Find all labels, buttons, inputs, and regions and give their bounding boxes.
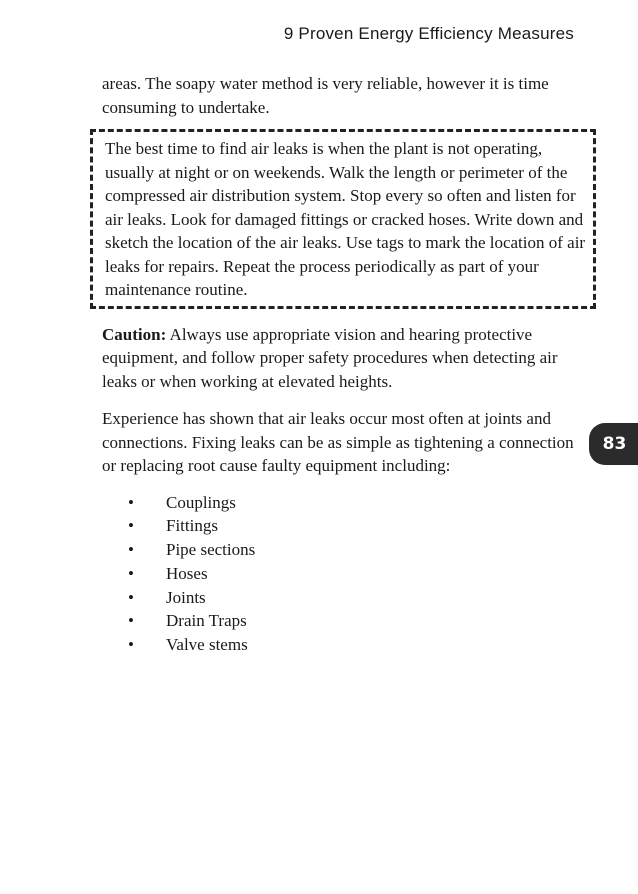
caution-paragraph bbox=[102, 323, 580, 394]
list-item bbox=[102, 562, 580, 586]
list-item-label: Valve stems bbox=[166, 635, 248, 655]
tip-box-text: The best time to find air leaks is when the plant is not operating, usually at night or on weekends. Walk the length or perimeter of the compressed air distribution system. Stop every so often and listen for air leaks. Look for damaged fittings or cracked hoses. Write down and sketch the location of the air leaks. Use tags to mark the location of air leaks for repairs. Repeat the process periodically as part of your maintenance routine. bbox=[105, 139, 586, 299]
intro-paragraph: areas. The soapy water method is very reliable, however it is time consuming to undertake. bbox=[102, 74, 549, 117]
bullet-icon: • bbox=[128, 611, 134, 631]
bullet-icon: • bbox=[128, 492, 134, 512]
bullet-icon: • bbox=[128, 516, 134, 536]
parts-list bbox=[102, 491, 580, 658]
caution-label: Caution: bbox=[102, 324, 167, 344]
bullet-icon: • bbox=[128, 563, 134, 583]
list-item bbox=[102, 514, 580, 538]
list-item bbox=[102, 491, 580, 515]
list-item bbox=[102, 609, 580, 633]
caution-text: Always use appropriate vision and hearing protective equipment, and follow proper safety procedures when detecting air leaks or when working at elevated heights. bbox=[102, 324, 558, 391]
list-item bbox=[102, 633, 580, 657]
list-item-label: Drain Traps bbox=[166, 611, 247, 631]
list-item-label: Pipe sections bbox=[166, 540, 256, 560]
experience-paragraph: Experience has shown that air leaks occur most often at joints and connections. Fixing leaks can be as simple as tightening a connection or replacing root cause faulty equipment including: bbox=[102, 409, 574, 475]
list-item bbox=[102, 538, 580, 562]
list-item-label: Fittings bbox=[166, 516, 218, 536]
running-header: 9 Proven Energy Efficiency Measures bbox=[283, 24, 574, 43]
page-content bbox=[102, 72, 586, 657]
tip-box bbox=[90, 129, 596, 309]
page-number-tab: 83 bbox=[589, 423, 638, 465]
list-item bbox=[102, 586, 580, 610]
list-item-label: Joints bbox=[166, 587, 206, 607]
bullet-icon: • bbox=[128, 540, 134, 560]
list-item-label: Couplings bbox=[166, 492, 236, 512]
list-item-label: Hoses bbox=[166, 563, 208, 583]
bullet-icon: • bbox=[128, 635, 134, 655]
bullet-icon: • bbox=[128, 587, 134, 607]
